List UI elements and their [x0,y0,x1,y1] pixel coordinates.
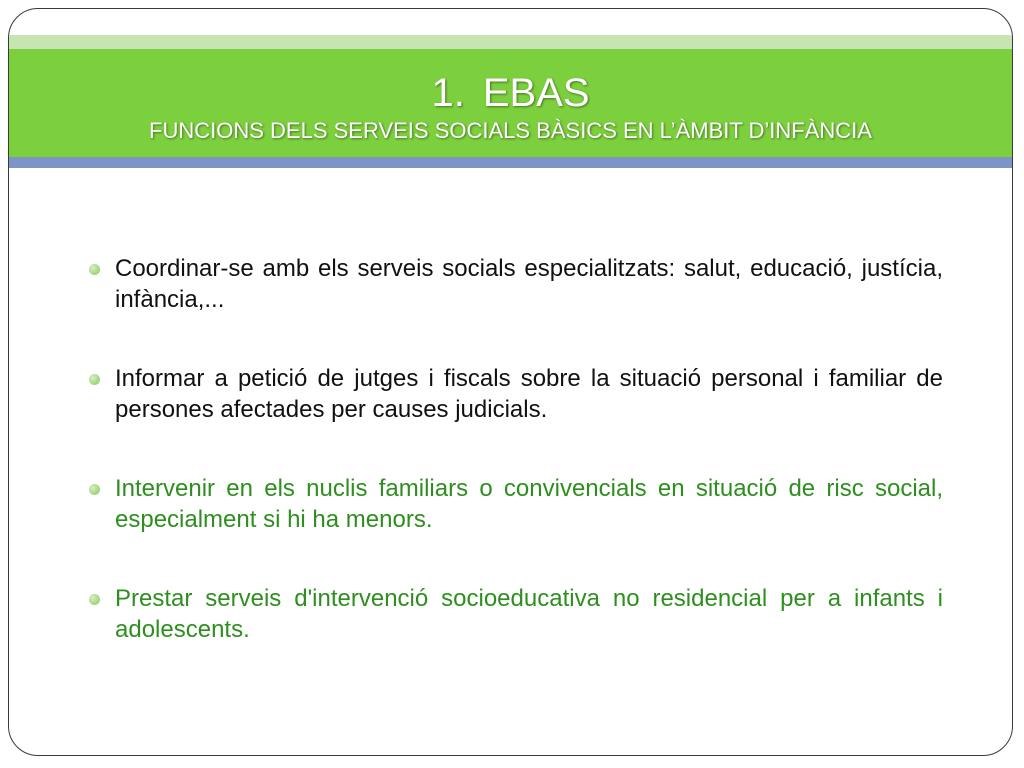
bullet-dot-icon [89,374,100,385]
bullet-text: Coordinar-se amb els serveis socials especialitzats: salut, educació, justícia, infància,... [115,255,943,313]
title-band-highlight [9,35,1012,49]
slide-frame [8,8,1013,756]
bullet-text: Informar a petició de jutges i fiscals sobre la situació personal i familiar de persones afectades per causes judicials. [115,365,943,423]
bullet-dot-icon [89,594,100,605]
bullet-item [85,363,943,425]
bullet-item [85,473,943,535]
slide-title-text: EBAS [482,71,590,115]
bullet-dot-icon [89,484,100,495]
slide-subtitle: FUNCIONS DELS SERVEIS SOCIALS BÀSICS EN L’ÀMBIT D’INFÀNCIA [149,118,872,143]
bullet-item [85,253,943,315]
title-underline [9,157,1012,168]
bullet-dot-icon [89,264,100,275]
bullet-text: Intervenir en els nuclis familiars o convivencials en situació de risc social, especialment si hi ha menors. [115,475,943,533]
bullet-item [85,583,943,645]
slide-title-number: 1. [431,71,465,115]
bullet-text: Prestar serveis d'intervenció socioeducativa no residencial per a infants i adolescents. [115,585,943,643]
bullet-list [85,253,943,693]
slide-title [9,71,1012,115]
